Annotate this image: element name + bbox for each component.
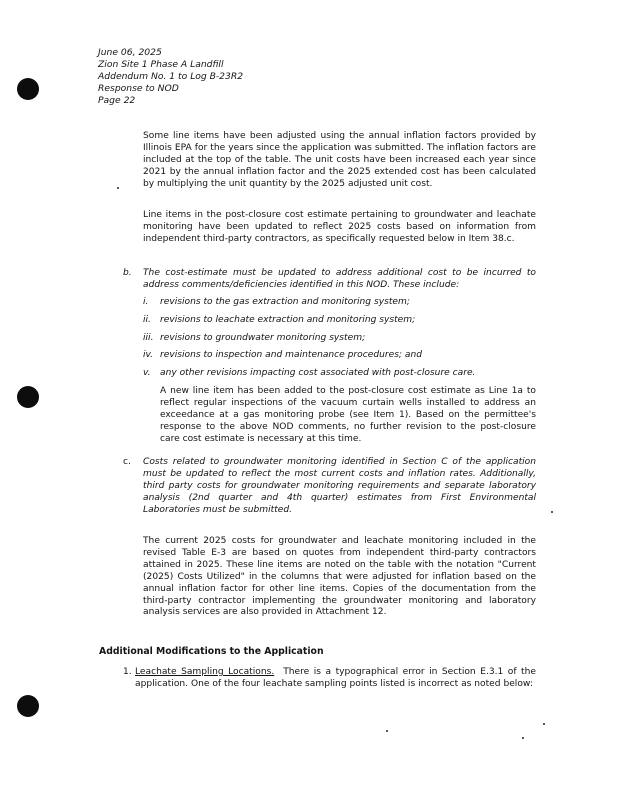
mod-1-number: 1. <box>123 667 132 677</box>
item-b-text: The cost-estimate must be updated to address additional cost to be incurred to address comments/deficiencies identified in this NOD. These include: <box>143 268 536 290</box>
item-b-response: A new line item has been added to the post-closure cost estimate as Line 1a to reflect regular inspections of the vacuum curtain wells installed to address an exceedance at a gas monitoring probe (see Item 1). Based on the permittee's response to the above NOD comments, no further revision to the post-closure care cost estimate is necessary at this time. <box>160 386 536 444</box>
mod-1-text: There is a typographical error in Section E.3.1 of the application. One of the four leachate sampling points listed is incorrect as noted below: <box>135 667 536 689</box>
subitem-number: v. <box>143 368 151 378</box>
item-c-label: c. <box>123 457 131 467</box>
header-addendum: Addendum No. 1 to Log B-23R2 <box>98 71 244 83</box>
mod-1-paragraph <box>135 667 536 691</box>
subitem-groundwater-monitoring: revisions to groundwater monitoring system; <box>160 333 366 343</box>
item-c-text: Costs related to groundwater monitoring identified in Section C of the application must be updated to reflect the most current costs and inflation rates. Additionally, third party costs for groundwater monitoring requirements and separate laboratory analysis (2nd quarter and 4th quarter) estimates from First Environmental Laboratories must be submitted. <box>143 457 536 515</box>
binder-hole-bottom <box>17 695 39 717</box>
subitem-number: iv. <box>143 350 154 360</box>
header-page-number: Page 22 <box>98 95 136 107</box>
subitem-number: i. <box>143 297 149 307</box>
line-items-paragraph: Line items in the post-closure cost estimate pertaining to groundwater and leachate monitoring have been updated to reflect 2025 costs based on information from independent third-party contractors, as specifically requested below in Item 38.c. <box>143 210 536 244</box>
subitem-inspection-maintenance: revisions to inspection and maintenance procedures; and <box>160 350 422 360</box>
binder-hole-middle <box>17 386 39 408</box>
subitem-leachate-extraction: revisions to leachate extraction and monitoring system; <box>160 315 416 325</box>
subitem-number: ii. <box>143 315 151 325</box>
subitem-number: iii. <box>143 333 154 343</box>
item-c-response: The current 2025 costs for groundwater and leachate monitoring included in the revised Table E-3 are based on quotes from independent third-party contractors attained in 2025. These line items are noted on the table with the notation "Current (2025) Costs Utilized" in the columns that were adjusted for inflation based on the annual inflation factor for other line items. Copies of the documentation from the third-party contractor implementing the groundwater monitoring and laboratory analysis services are also provided in Attachment 12. <box>143 536 536 618</box>
item-b-label: b. <box>123 268 132 278</box>
header-response: Response to NOD <box>98 83 179 95</box>
scan-speck <box>522 737 524 739</box>
section-heading: Additional Modifications to the Application <box>99 646 324 657</box>
scan-speck <box>551 511 553 513</box>
scan-speck <box>117 187 119 189</box>
header-site: Zion Site 1 Phase A Landfill <box>98 59 224 71</box>
scan-speck <box>386 730 388 732</box>
subitem-other-revisions: any other revisions impacting cost associated with post-closure care. <box>160 368 476 378</box>
mod-1-title: Leachate Sampling Locations. <box>135 667 275 677</box>
scan-speck <box>543 723 545 725</box>
subitem-gas-extraction: revisions to the gas extraction and monitoring system; <box>160 297 410 307</box>
binder-hole-top <box>17 78 39 100</box>
header-date: June 06, 2025 <box>98 47 162 58</box>
inflation-paragraph: Some line items have been adjusted using the annual inflation factors provided by Illinois EPA for the years since the application was submitted. The inflation factors are included at the top of the table. The unit costs have been increased each year since 2021 by the annual inflation factor and the 2025 extended cost has been calculated by multiplying the unit quantity by the 2025 adjusted unit cost. <box>143 131 536 189</box>
page-header <box>98 47 243 107</box>
